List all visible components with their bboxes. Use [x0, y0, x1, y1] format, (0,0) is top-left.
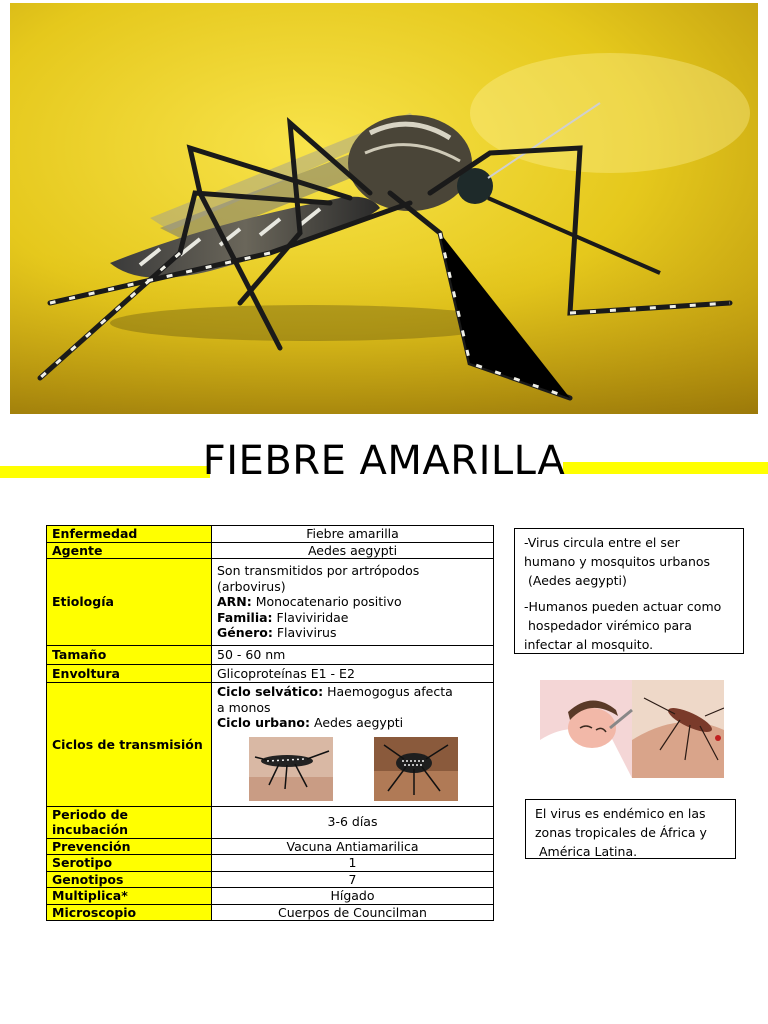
box2-line: El virus es endémico en las: [535, 806, 706, 821]
table-row: [47, 559, 494, 646]
table-row: [47, 683, 494, 807]
box2-line: América Latina.: [539, 844, 638, 859]
table-key: Prevención: [47, 838, 212, 855]
table-key: Agente: [47, 542, 212, 559]
illustration-patient-mosquito: [540, 680, 724, 778]
table-key: Ciclos de transmisión: [47, 683, 212, 807]
info-table: [46, 525, 494, 921]
table-value: 1: [212, 855, 494, 872]
table-row: [47, 904, 494, 921]
box1-line: -Humanos pueden actuar como: [524, 599, 722, 614]
ciclo-urbano: Ciclo urbano: Aedes aegypti: [217, 715, 404, 730]
table-key: Microscopio: [47, 904, 212, 921]
table-row: [47, 526, 494, 543]
table-key: Etiología: [47, 559, 212, 646]
etiologia-line2: (arbovirus): [217, 578, 286, 594]
etiologia-cell: [212, 559, 494, 646]
table-key: Multiplica*: [47, 888, 212, 905]
table-key: Serotipo: [47, 855, 212, 872]
mosquito-thumb-2: [374, 737, 458, 801]
table-row: [47, 855, 494, 872]
etiologia-genero: Género: Flavivirus: [217, 625, 337, 641]
hero-mosquito-image: [10, 3, 758, 414]
box2-line: zonas tropicales de África y: [535, 825, 707, 840]
ciclos-cell: [212, 683, 494, 807]
box1-line: infectar al mosquito.: [524, 637, 654, 652]
etiologia-familia: Familia: Flaviviridae: [217, 609, 349, 625]
table-row: [47, 542, 494, 559]
table-key: Enfermedad: [47, 526, 212, 543]
table-value: Cuerpos de Councilman: [212, 904, 494, 921]
etiologia-line1: Son transmitidos por artrópodos: [217, 563, 420, 579]
table-key: Genotipos: [47, 871, 212, 888]
etiologia-arn: ARN: Monocatenario positivo: [217, 594, 402, 610]
table-row: [47, 806, 494, 838]
table-value: Fiebre amarilla: [212, 526, 494, 543]
ciclo-selvatico: Ciclo selvático: Haemogogus afecta a monos: [217, 684, 453, 715]
table-row: [47, 646, 494, 665]
info-box-transmission: [514, 528, 744, 654]
info-box-endemic: [525, 799, 736, 859]
table-value: Vacuna Antiamarilica: [212, 838, 494, 855]
table-value: 3-6 días: [212, 806, 494, 838]
table-row: [47, 888, 494, 905]
table-value: Aedes aegypti: [212, 542, 494, 559]
box1-line: hospedador virémico para: [528, 618, 692, 633]
mosquito-thumbnails: [217, 731, 488, 805]
table-row: [47, 838, 494, 855]
mosquito-thumb-1: [249, 737, 333, 801]
table-row: [47, 871, 494, 888]
box1-line: -Virus circula entre el ser: [524, 535, 680, 550]
table-value: Hígado: [212, 888, 494, 905]
table-key: Periodo de incubación: [47, 806, 212, 838]
table-key: Envoltura: [47, 664, 212, 683]
page-title: FIEBRE AMARILLA: [202, 438, 566, 484]
table-value: 50 - 60 nm: [212, 646, 494, 665]
table-row: [47, 664, 494, 683]
table-key: Tamaño: [47, 646, 212, 665]
box1-line: (Aedes aegypti): [528, 573, 627, 588]
table-value: Glicoproteínas E1 - E2: [212, 664, 494, 683]
table-value: 7: [212, 871, 494, 888]
box1-line: humano y mosquitos urbanos: [524, 554, 711, 569]
